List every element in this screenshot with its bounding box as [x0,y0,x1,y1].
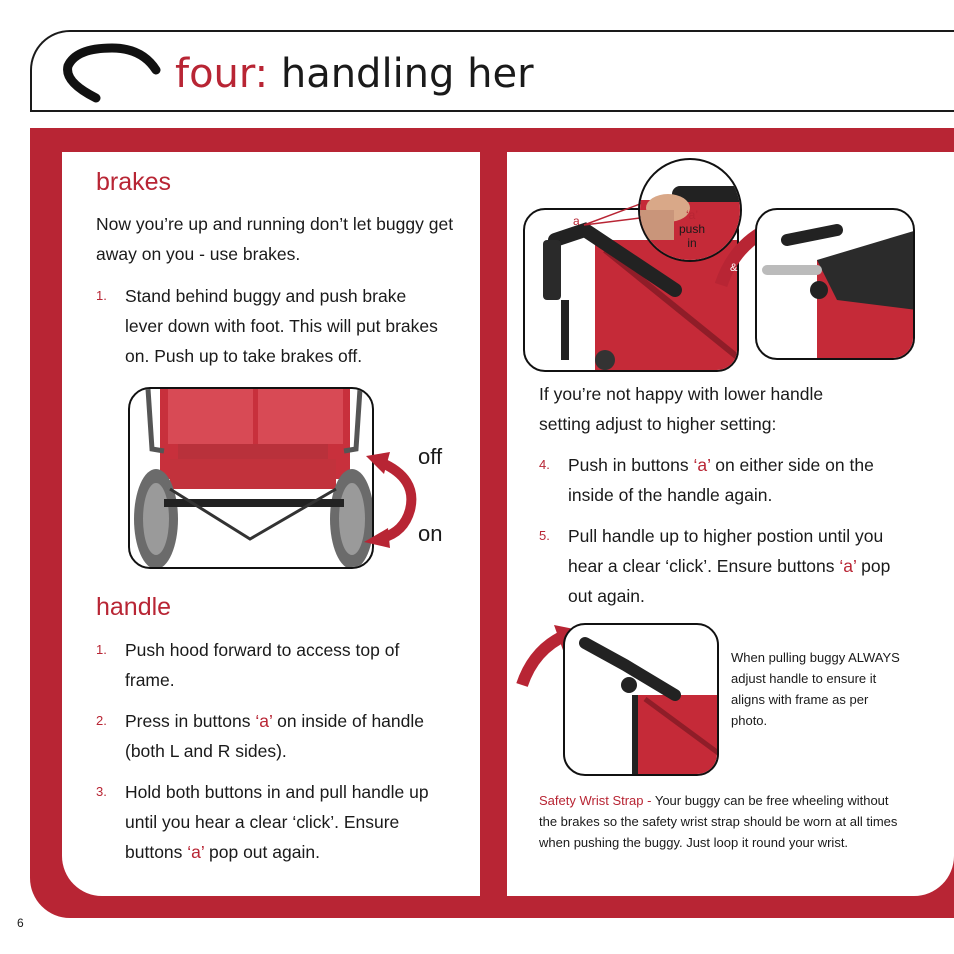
push-in-label [672,208,712,250]
button-a-label: ‘a’ [839,556,857,576]
button-a-callout: a [573,214,580,228]
step-text [568,450,884,510]
brakes-heading: brakes [96,168,172,196]
step-text-post: on either side on the inside of the handle again. [568,455,874,505]
handle-heading: handle [96,593,172,621]
page-number: 6 [17,916,24,930]
step-number: 1. [96,288,107,303]
safety-label: Safety Wrist Strap - [539,793,655,808]
brake-arrow-icon [360,450,420,550]
step-text-pre: Push in buttons [568,455,694,475]
page-title [175,50,534,98]
brake-off-label: off [418,444,443,469]
chapter-number: four: [175,51,269,97]
button-a-label: ‘a’ [187,842,205,862]
step-number: 5. [539,528,550,543]
step-text-pre: Hold both buttons in and pull handle up until you hear a clear ‘click’. Ensure buttons [125,782,429,862]
step-text: Stand behind buggy and push brake lever down with foot. This will put brakes on. Push up to take brakes off. [125,286,438,366]
pulling-buggy-photo [563,623,719,776]
step-text: Push hood forward to access top of frame. [125,640,400,690]
handle-icon [58,40,168,110]
upper-handle-photo [755,208,915,360]
chapter-title: handling her [280,51,534,97]
step-text-post: pop out again. [204,842,320,862]
step-text [125,777,437,867]
push-button-a: ‘a’ [685,208,698,222]
step-number: 3. [96,784,107,799]
brake-photo [128,387,374,569]
safety-wrist-strap [539,790,899,853]
in-word: in [687,236,697,250]
step-text-pre: Press in buttons [125,711,256,731]
step-text [568,521,898,611]
step-number: 2. [96,713,107,728]
brake-on-label: on [418,521,443,546]
step-number: 4. [539,457,550,472]
step-text-post: pop out again. [568,556,891,606]
button-a-label: ‘a’ [693,455,711,475]
step-text-post: on inside of handle (both L and R sides). [125,711,425,761]
push-word: push [678,222,706,236]
button-a-label: ‘a’ [255,711,273,731]
step-number: 1. [96,642,107,657]
brakes-intro: Now you’re up and running don’t let buggy get away on you - use brakes. [96,214,454,264]
right-intro: If you’re not happy with lower handle setting adjust to higher setting: [539,384,824,434]
step-text-pre: Pull handle up to higher postion until you hear a clear ‘click’. Ensure buttons [568,526,884,576]
safety-text: Your buggy can be free wheeling without the brakes so the safety wrist strap should be worn at all times when pushing the buggy. Just loop it round your wrist. [539,793,898,850]
pulling-note: When pulling buggy ALWAYS adjust handle to ensure it aligns with frame as per photo. [731,650,900,728]
arrow-mark: & [730,262,738,274]
step-text [125,706,456,766]
